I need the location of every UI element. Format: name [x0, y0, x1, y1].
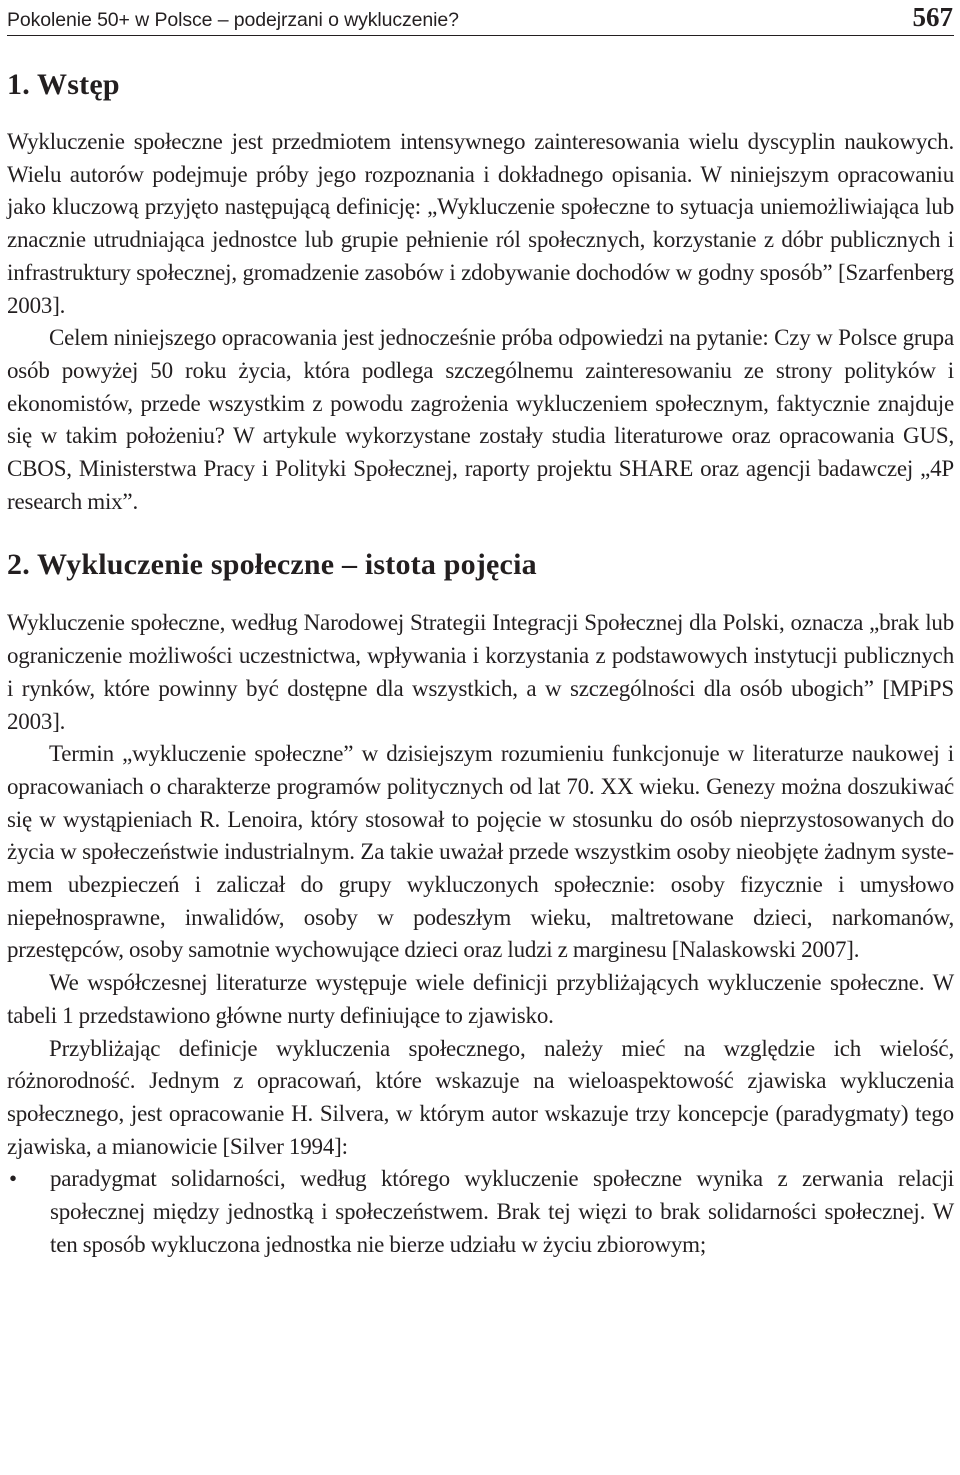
paragraph: We współczesnej literaturze występuje wiele definicji przybliżających wykluczenie społeczne. W tabeli 1 przedstawiono główne nurty definiujące to zjawisko.	[7, 970, 954, 1028]
document-page	[7, 0, 954, 1262]
list-item-text: paradygmat solidarności, według którego wykluczenie społeczne wynika z zerwania relacji społecznej między jednostką i społeczeństwem. Brak tej więzi to brak solidarności społecznej. W ten sposób wykluczona jednostka nie bierze udziału w życiu zbiorowym;	[50, 1166, 954, 1257]
running-header	[7, 0, 954, 36]
section-heading-social-exclusion: 2. Wykluczenie społeczne – istota pojęcia	[7, 548, 537, 582]
section-heading-introduction: 1. Wstęp	[7, 68, 120, 101]
paragraph: Termin „wykluczenie społeczne” w dzisiejszym rozumieniu funkcjonuje w literaturze naukowej i opracowaniach o charakterze programów politycznych od lat 70. XX wieku. Genezy można doszukiwać się w wystąpieniach R. Lenoira, który stosował to pojęcie w stosunku do osób nieprzystosowanych do życia w społeczeństwie industrialnym. Za takie uważał przede wszystkim osoby nieobjęte żadnym systemem ubezpieczeń i zaliczał do grupy wykluczonych społecznie: osoby fizycznie i umysłowo niepełnosprawne, inwalidów, osoby w podeszłym wieku, maltretowane dzieci, narkomanów, przestępców, osoby samotnie wychowujące dzieci oraz ludzi z marginesu [Nalaskowski 2007].	[7, 741, 954, 963]
page-number: 567	[912, 2, 953, 32]
bullet-list	[7, 1163, 954, 1261]
running-title: Pokolenie 50+ w Polsce – podejrzani o wykluczenie?	[7, 9, 459, 31]
paragraph: Wykluczenie społeczne, według Narodowej Strategii Integracji Społecznej dla Polski, oznacza „brak lub ograniczenie możliwości uczestnictwa, wpływania i korzystania z podstawowych instytucji publicznych i rynków, które powinny być dostępne dla wszystkich, a w szczególności dla osób ubogich” [MPiPS 2003].	[7, 610, 954, 734]
paragraph: Wykluczenie społeczne jest przedmiotem intensywnego zainteresowania wielu dyscyplin naukowych. Wielu autorów podejmuje próby jego rozpoznania i dokładnego opisania. W niniejszym opracowaniu jako kluczową przyjęto następującą definicję: „Wykluczenie społeczne to sytuacja uniemożliwiająca lub znacznie utrudniająca jednostce lub grupie pełnienie ról społecznych, korzystanie z dóbr publicznych i infrastruktury społecznej, gromadzenie zasobów i zdobywanie dochodów w godny sposób” [Szarfenberg 2003].	[7, 129, 954, 318]
paragraph: Celem niniejszego opracowania jest jednocześnie próba odpowiedzi na pytanie: Czy w Polsce grupa osób powyżej 50 roku życia, która podlega szczególnemu zainteresowaniu ze strony polityków i ekonomistów, przede wszystkim z powodu zagrożenia wykluczeniem społecznym, faktycznie znajduje się w takim położeniu? W artykule wykorzystane zostały studia literaturowe oraz opracowania GUS, CBOS, Ministerstwa Pracy i Polityki Społecznej, raporty projektu SHARE oraz agencji badawczej „4P research mix”.	[7, 325, 954, 514]
bullet-icon: •	[9, 1166, 17, 1192]
paragraph: Przybliżając definicje wykluczenia społecznego, należy mieć na względzie ich wielość, różnorodność. Jednym z opracowań, które wskazuje na wieloaspektowość zjawiska wykluczenia społecznego, jest opracowanie H. Silvera, w którym autor wskazuje trzy koncepcje (paradygmaty) tego zjawiska, a mianowicie [Silver 1994]:	[7, 1035, 954, 1159]
list-item	[7, 1163, 954, 1261]
